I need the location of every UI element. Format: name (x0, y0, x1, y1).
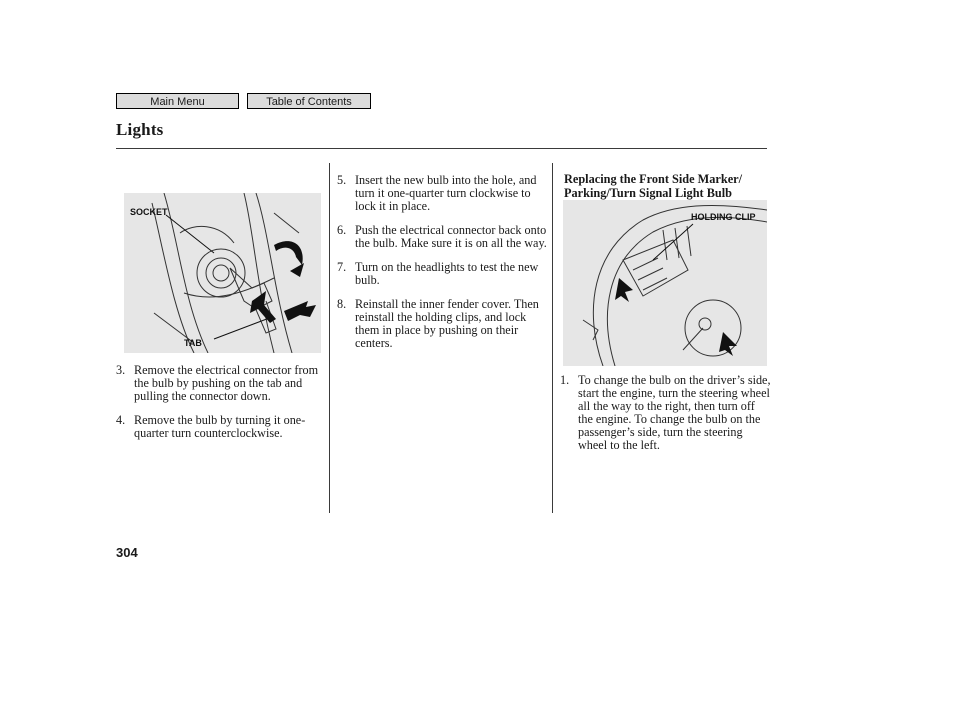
step-text: To change the bulb on the driver’s side, start the engine, turn the steering wheel all the way to the right, then turn off the engine. To change the bulb on the passenger’s side, turn the steering wheel to the left. (578, 373, 771, 452)
section-title: Lights (116, 120, 164, 139)
list-item (337, 224, 549, 250)
step-text: Turn on the headlights to test the new bulb. (355, 260, 539, 287)
step-number: 3. (116, 363, 126, 377)
step-text: Reinstall the inner fender cover. Then reinstall the holding clips, and lock them in place by pushing on their centers. (355, 297, 539, 350)
step-text: Remove the electrical connector from the bulb by pushing on the tab and pulling the connector down. (134, 363, 319, 403)
main-menu-button[interactable]: Main Menu (116, 93, 239, 109)
step-text: Insert the new bulb into the hole, and turn it one-quarter turn clockwise to lock it in place. (355, 173, 537, 213)
list-item (560, 374, 772, 452)
step-number: 8. (337, 297, 347, 311)
list-item (116, 364, 328, 403)
steps-middle-column (337, 174, 549, 361)
holding-clip-label: HOLDING CLIP (691, 212, 756, 222)
step-number: 7. (337, 260, 347, 274)
list-item (337, 174, 549, 213)
step-number: 4. (116, 413, 126, 427)
step-text: Push the electrical connector back onto the bulb. Make sure it is on all the way. (355, 223, 547, 250)
list-item (337, 298, 549, 350)
steps-right-column (560, 374, 772, 463)
step-number: 1. (560, 373, 570, 387)
header-rule (116, 148, 767, 149)
column-divider-right (552, 163, 553, 513)
socket-illustration (124, 193, 321, 353)
column-divider-left (329, 163, 330, 513)
tab-label: TAB (184, 338, 202, 348)
socket-drawing (124, 193, 321, 353)
holding-clip-illustration (563, 200, 767, 366)
list-item (116, 414, 328, 440)
page-number: 304 (116, 545, 138, 560)
step-number: 6. (337, 223, 347, 237)
bulb-replacement-heading: Replacing the Front Side Marker/ Parking/Turn Signal Light Bulb (564, 172, 743, 200)
step-text: Remove the bulb by turning it one-quarter turn counterclockwise. (134, 413, 306, 440)
fender-drawing (563, 200, 767, 366)
step-number: 5. (337, 173, 347, 187)
list-item (337, 261, 549, 287)
steps-left-column (116, 364, 328, 451)
socket-label: SOCKET (130, 207, 168, 217)
table-of-contents-button[interactable]: Table of Contents (247, 93, 371, 109)
